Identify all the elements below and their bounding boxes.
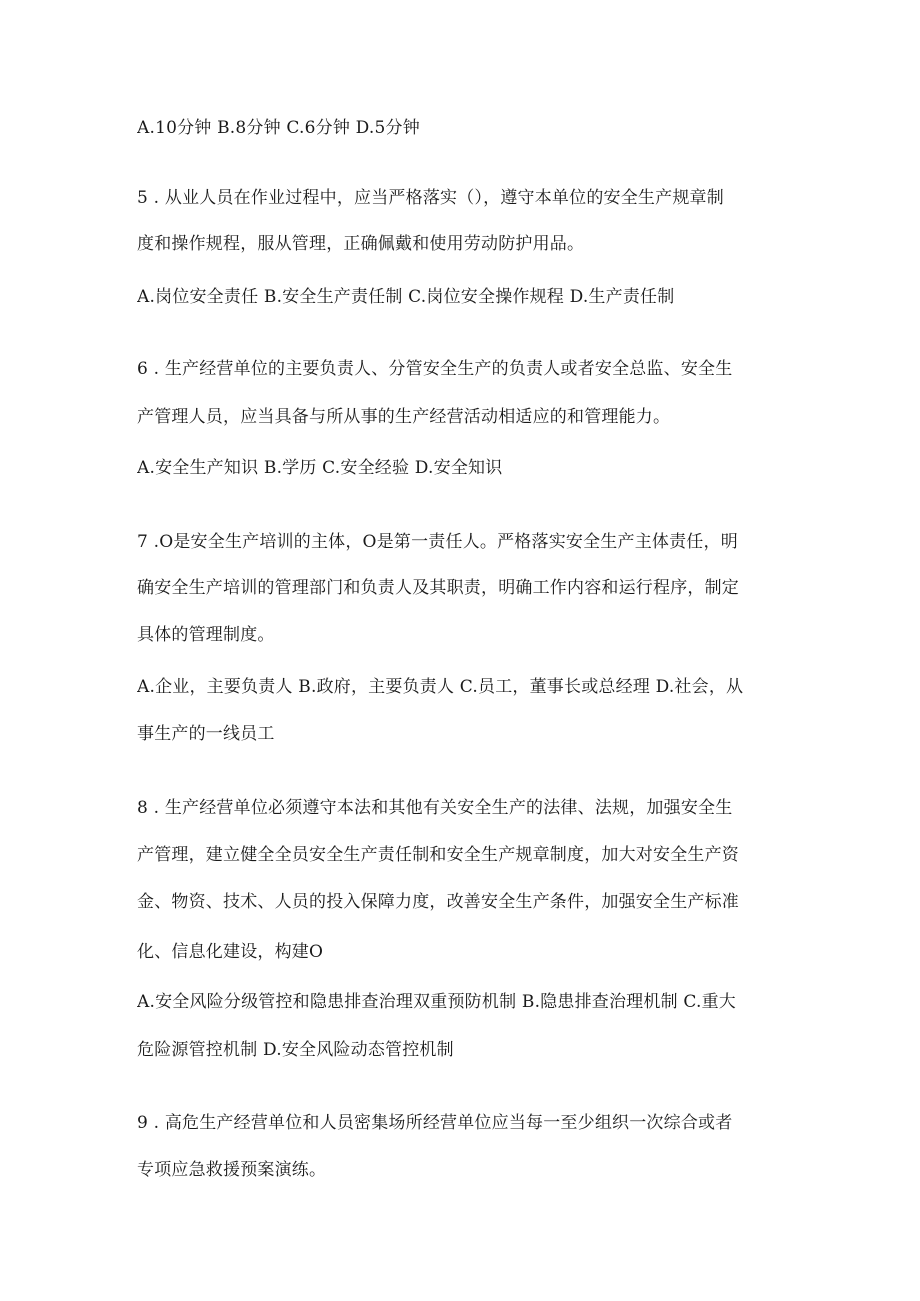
q9-text-line-1: 9 . 高危生产经营单位和人员密集场所经营单位应当每一至少组织一次综合或者 — [137, 1113, 733, 1133]
q5-text-line-1: 5 . 从业人员在作业过程中，应当严格落实（），遵守本单位的安全生产规章制 — [137, 188, 724, 208]
q6-text-line-2: 产管理人员，应当具备与所从事的生产经营活动相适应的和管理能力。 — [137, 407, 671, 427]
q8-text-line-2: 产管理，建立健全全员安全生产责任制和安全生产规章制度，加大对安全生产资 — [137, 845, 739, 865]
q8-text-line-4: 化、信息化建设，构建O — [137, 942, 324, 962]
q8-options-line-2: 危险源管控机制 D.安全风险动态管控机制 — [137, 1040, 454, 1060]
q9-text-line-2: 专项应急救援预案演练。 — [137, 1160, 327, 1180]
q8-text-line-3: 金、物资、技术、人员的投入保障力度，改善安全生产条件，加强安全生产标准 — [137, 892, 739, 912]
q5-options: A.岗位安全责任 B.安全生产责任制 C.岗位安全操作规程 D.生产责任制 — [137, 287, 675, 307]
q5-text-line-2: 度和操作规程，服从管理，正确佩戴和使用劳动防护用品。 — [137, 234, 585, 254]
q6-text-line-1: 6 . 生产经营单位的主要负责人、分管安全生产的负责人或者安全总监、安全生 — [137, 359, 733, 379]
q7-text-line-3: 具体的管理制度。 — [137, 625, 275, 645]
q7-options-line-2: 事生产的一线员工 — [137, 724, 275, 744]
q7-options-line-1: A.企业，主要负责人 B.政府，主要负责人 C.员工，董事长或总经理 D.社会，从 — [137, 677, 744, 697]
q8-text-line-1: 8 . 生产经营单位必须遵守本法和其他有关安全生产的法律、法规，加强安全生 — [137, 798, 733, 818]
q7-text-line-1: 7 .O是安全生产培训的主体，O是第一责任人。严格落实安全生产主体责任，明 — [137, 532, 738, 552]
q7-text-line-2: 确安全生产培训的管理部门和负责人及其职责，明确工作内容和运行程序，制定 — [137, 578, 739, 598]
q8-options-line-1: A.安全风险分级管控和隐患排查治理双重预防机制 B.隐患排查治理机制 C.重大 — [137, 992, 736, 1012]
q6-options: A.安全生产知识 B.学历 C.安全经验 D.安全知识 — [137, 458, 503, 478]
q4-options: A.10分钟 B.8分钟 C.6分钟 D.5分钟 — [137, 118, 420, 138]
